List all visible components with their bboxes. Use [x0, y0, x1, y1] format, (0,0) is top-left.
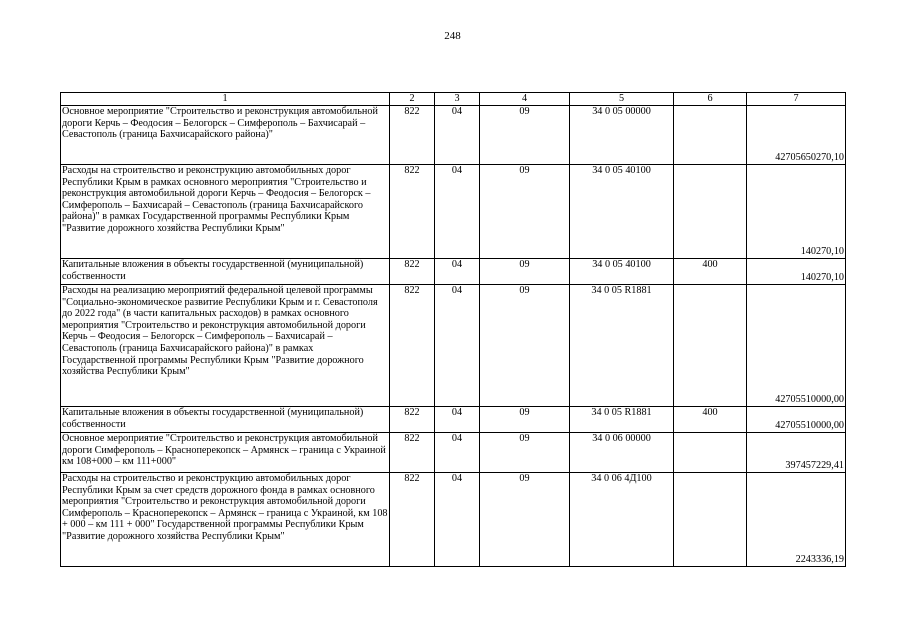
row-sum: 42705510000,00 [747, 407, 846, 433]
row-pr: 09 [480, 407, 570, 433]
row-rz: 04 [435, 165, 480, 259]
row-ved: 822 [390, 106, 435, 165]
row-rz: 04 [435, 473, 480, 567]
row-rz: 04 [435, 106, 480, 165]
budget-table [60, 92, 846, 567]
row-name: Основное мероприятие "Строительство и реконструкция автомобильной дороги Керчь – Феодосия – Белогорск – Симферополь – Бахчисарай – Севастополь (граница Бахчисарайского района)" [61, 106, 390, 165]
page-number: 248 [444, 30, 461, 42]
table-row [61, 106, 846, 165]
row-name: Расходы на реализацию мероприятий федеральной целевой программы "Социально-экономическое развитие Республики Крым и г. Севастополя до 2022 года" (в части капитальных расходов) в рамках основного мероприятия "Строительство и реконструкция автомобильной дороги Керчь – Феодосия – Белогорск – Симферополь – Бахчисарай – Севастополь (граница Бахчисарайского района)" в рамках Государственной программы Республики Крым "Развитие дорожного хозяйства Республики Крым" [61, 285, 390, 407]
row-csr: 34 0 06 00000 [570, 433, 674, 473]
row-csr: 34 0 05 R1881 [570, 285, 674, 407]
row-sum: 2243336,19 [747, 473, 846, 567]
row-rz: 04 [435, 407, 480, 433]
row-csr: 34 0 06 4Д100 [570, 473, 674, 567]
row-pr: 09 [480, 285, 570, 407]
column-header: 5 [570, 93, 674, 106]
column-header: 3 [435, 93, 480, 106]
row-vr: 400 [674, 259, 747, 285]
row-sum: 140270,10 [747, 259, 846, 285]
table-row [61, 285, 846, 407]
row-rz: 04 [435, 259, 480, 285]
row-rz: 04 [435, 433, 480, 473]
row-name: Основное мероприятие "Строительство и реконструкция автомобильной дороги Симферополь – Красноперекопск – Армянск – граница с Украиной км 108+000 – км 111+000" [61, 433, 390, 473]
row-ved: 822 [390, 407, 435, 433]
column-header: 6 [674, 93, 747, 106]
row-name: Расходы на строительство и реконструкцию автомобильных дорог Республики Крым за счет средств дорожного фонда в рамках основного мероприятия "Строительство и реконструкция автомобильной дороги Симферополь – Красноперекопск – Армянск – граница с Украиной, км 108 + 000 – км 111 + 000" Государственной программы Республики Крым "Развитие дорожного хозяйства Республики Крым" [61, 473, 390, 567]
row-vr [674, 473, 747, 567]
table-row [61, 433, 846, 473]
table-row [61, 407, 846, 433]
row-pr: 09 [480, 433, 570, 473]
row-ved: 822 [390, 473, 435, 567]
row-pr: 09 [480, 106, 570, 165]
row-pr: 09 [480, 259, 570, 285]
column-header: 4 [480, 93, 570, 106]
row-vr [674, 106, 747, 165]
row-sum: 42705510000,00 [747, 285, 846, 407]
column-header: 1 [61, 93, 390, 106]
row-sum: 397457229,41 [747, 433, 846, 473]
row-ved: 822 [390, 285, 435, 407]
row-csr: 34 0 05 40100 [570, 165, 674, 259]
row-ved: 822 [390, 165, 435, 259]
row-ved: 822 [390, 259, 435, 285]
table-header-row [61, 93, 846, 106]
row-name: Капитальные вложения в объекты государственной (муниципальной) собственности [61, 259, 390, 285]
row-sum: 42705650270,10 [747, 106, 846, 165]
row-vr: 400 [674, 407, 747, 433]
row-csr: 34 0 05 00000 [570, 106, 674, 165]
row-csr: 34 0 05 R1881 [570, 407, 674, 433]
row-rz: 04 [435, 285, 480, 407]
row-pr: 09 [480, 473, 570, 567]
row-sum: 140270,10 [747, 165, 846, 259]
row-vr [674, 165, 747, 259]
table-row [61, 473, 846, 567]
column-header: 2 [390, 93, 435, 106]
row-ved: 822 [390, 433, 435, 473]
row-pr: 09 [480, 165, 570, 259]
row-vr [674, 433, 747, 473]
column-header: 7 [747, 93, 846, 106]
table-row [61, 165, 846, 259]
row-name: Расходы на строительство и реконструкцию автомобильных дорог Республики Крым в рамках основного мероприятия "Строительство и реконструкция автомобильной дороги Керчь – Феодосия – Белогорск – Симферополь – Бахчисарай – Севастополь (граница Бахчисарайского района)" в рамках Государственной программы Республики Крым "Развитие дорожного хозяйства Республики Крым" [61, 165, 390, 259]
row-csr: 34 0 05 40100 [570, 259, 674, 285]
row-name: Капитальные вложения в объекты государственной (муниципальной) собственности [61, 407, 390, 433]
table-row [61, 259, 846, 285]
row-vr [674, 285, 747, 407]
